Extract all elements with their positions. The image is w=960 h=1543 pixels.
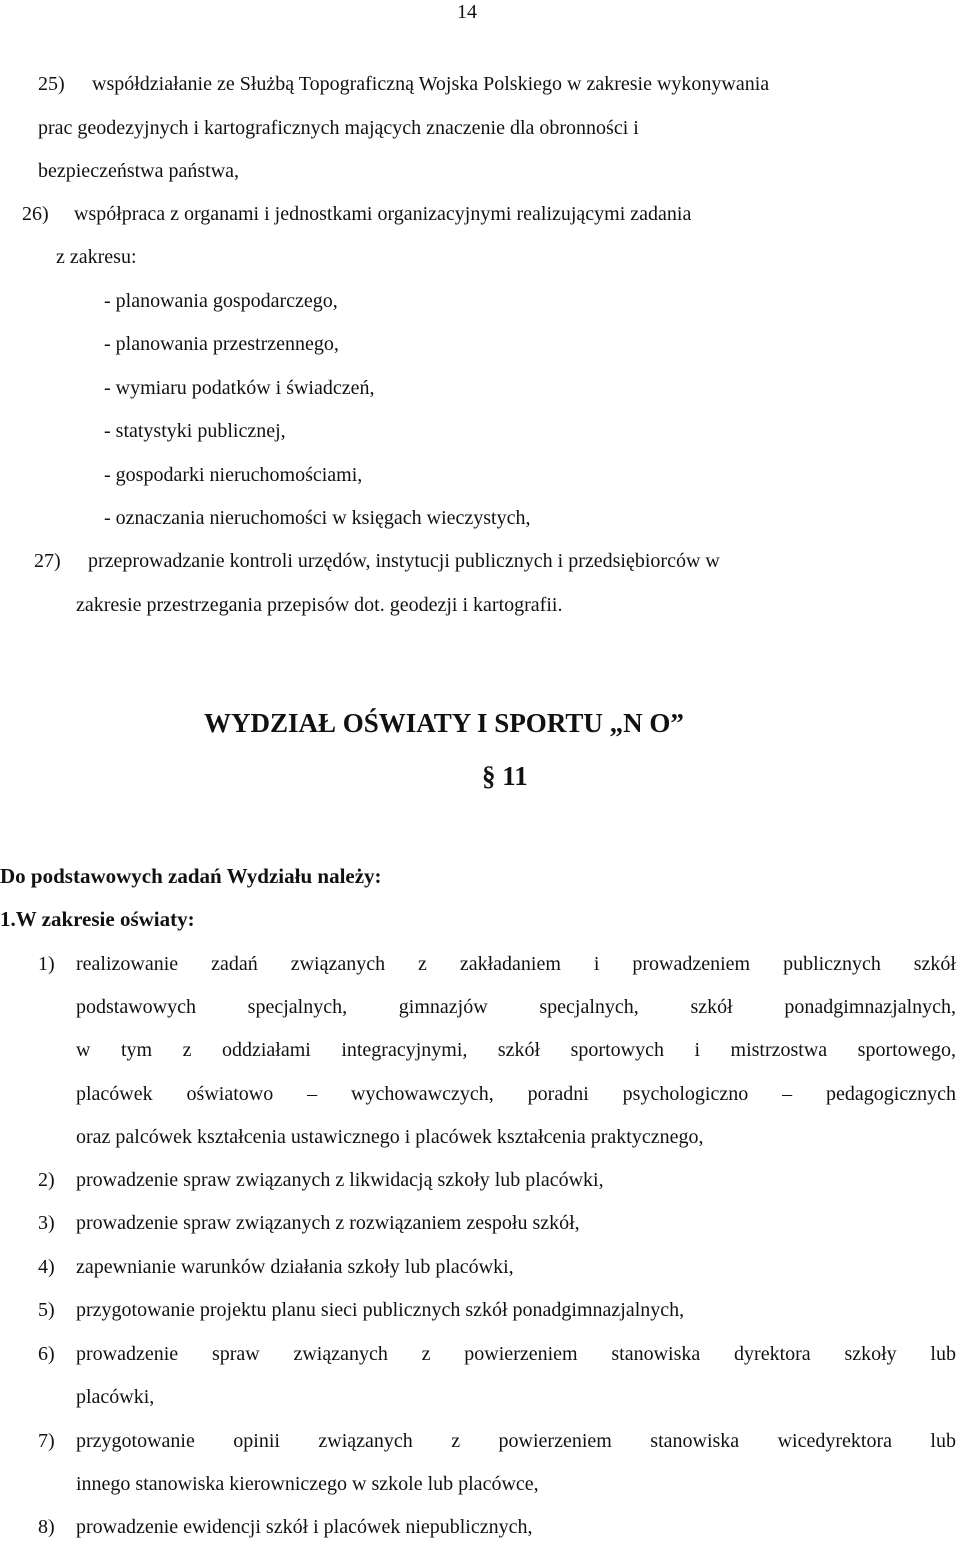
- list-number: 6): [38, 1343, 55, 1365]
- list-text-line: oraz palcówek kształcenia ustawicznego i placówek kształcenia praktycznego,: [76, 1126, 704, 1148]
- list-number: 5): [38, 1299, 55, 1321]
- list-number: 8): [38, 1516, 55, 1538]
- list-text-line: prowadzenie spraw związanych z likwidacją szkoły lub placówki,: [76, 1169, 604, 1191]
- sub-list-item: - statystyki publicznej,: [104, 420, 286, 442]
- sub-list-item: - gospodarki nieruchomościami,: [104, 464, 363, 486]
- item-text-line: prac geodezyjnych i kartograficznych mających znaczenie dla obronności i: [38, 117, 639, 139]
- item-text-line: przeprowadzanie kontroli urzędów, instytucji publicznych i przedsiębiorców w: [88, 550, 720, 572]
- intro-text: Do podstawowych zadań Wydziału należy:: [0, 864, 382, 888]
- list-text-line: realizowanie zadań związanych z zakładaniem i prowadzeniem publicznych szkół: [76, 953, 956, 975]
- department-heading: WYDZIAŁ OŚWIATY I SPORTU „N O”: [204, 708, 684, 738]
- item-number: 27): [34, 550, 61, 572]
- page-number: 14: [457, 1, 477, 23]
- section-symbol: § 11: [482, 761, 528, 791]
- list-text-line: placówek oświatowo – wychowawczych, poradni psychologiczno – pedagogicznych: [76, 1083, 956, 1105]
- sub-list-item: - oznaczania nieruchomości w księgach wieczystych,: [104, 507, 531, 529]
- list-text-line: w tym z oddziałami integracyjnymi, szkół sportowych i mistrzostwa sportowego,: [76, 1039, 956, 1061]
- list-text-line: przygotowanie projektu planu sieci publicznych szkół ponadgimnazjalnych,: [76, 1299, 685, 1321]
- sub-list-item: - planowania przestrzennego,: [104, 333, 339, 355]
- item-text-line: zakresie przestrzegania przepisów dot. geodezji i kartografii.: [76, 594, 563, 616]
- subheading: 1.W zakresie oświaty:: [0, 907, 195, 931]
- list-text-line: przygotowanie opinii związanych z powierzeniem stanowiska wicedyrektora lub: [76, 1430, 956, 1452]
- item-text-line: bezpieczeństwa państwa,: [38, 160, 240, 182]
- list-text-line: placówki,: [76, 1386, 155, 1408]
- item-number: 26): [22, 203, 49, 225]
- list-text-line: innego stanowiska kierowniczego w szkole lub placówce,: [76, 1473, 539, 1495]
- list-number: 3): [38, 1212, 55, 1234]
- item-text-line: współpraca z organami i jednostkami organizacyjnymi realizującymi zadania: [74, 203, 692, 225]
- item-text-line: współdziałanie ze Służbą Topograficzną Wojska Polskiego w zakresie wykonywania: [92, 73, 770, 95]
- list-number: 4): [38, 1256, 55, 1278]
- item-number: 25): [38, 73, 65, 95]
- list-text-line: zapewnianie warunków działania szkoły lub placówki,: [76, 1256, 514, 1278]
- list-text-line: prowadzenie ewidencji szkół i placówek niepublicznych,: [76, 1516, 533, 1538]
- item-text-line: z zakresu:: [56, 246, 137, 268]
- list-text-line: prowadzenie spraw związanych z powierzeniem stanowiska dyrektora szkoły lub: [76, 1343, 956, 1365]
- list-number: 7): [38, 1430, 55, 1452]
- list-number: 1): [38, 953, 55, 975]
- sub-list-item: - wymiaru podatków i świadczeń,: [104, 377, 375, 399]
- sub-list-item: - planowania gospodarczego,: [104, 290, 338, 312]
- list-number: 2): [38, 1169, 55, 1191]
- list-text-line: prowadzenie spraw związanych z rozwiązaniem zespołu szkół,: [76, 1212, 580, 1234]
- list-text-line: podstawowych specjalnych, gimnazjów specjalnych, szkół ponadgimnazjalnych,: [76, 996, 956, 1018]
